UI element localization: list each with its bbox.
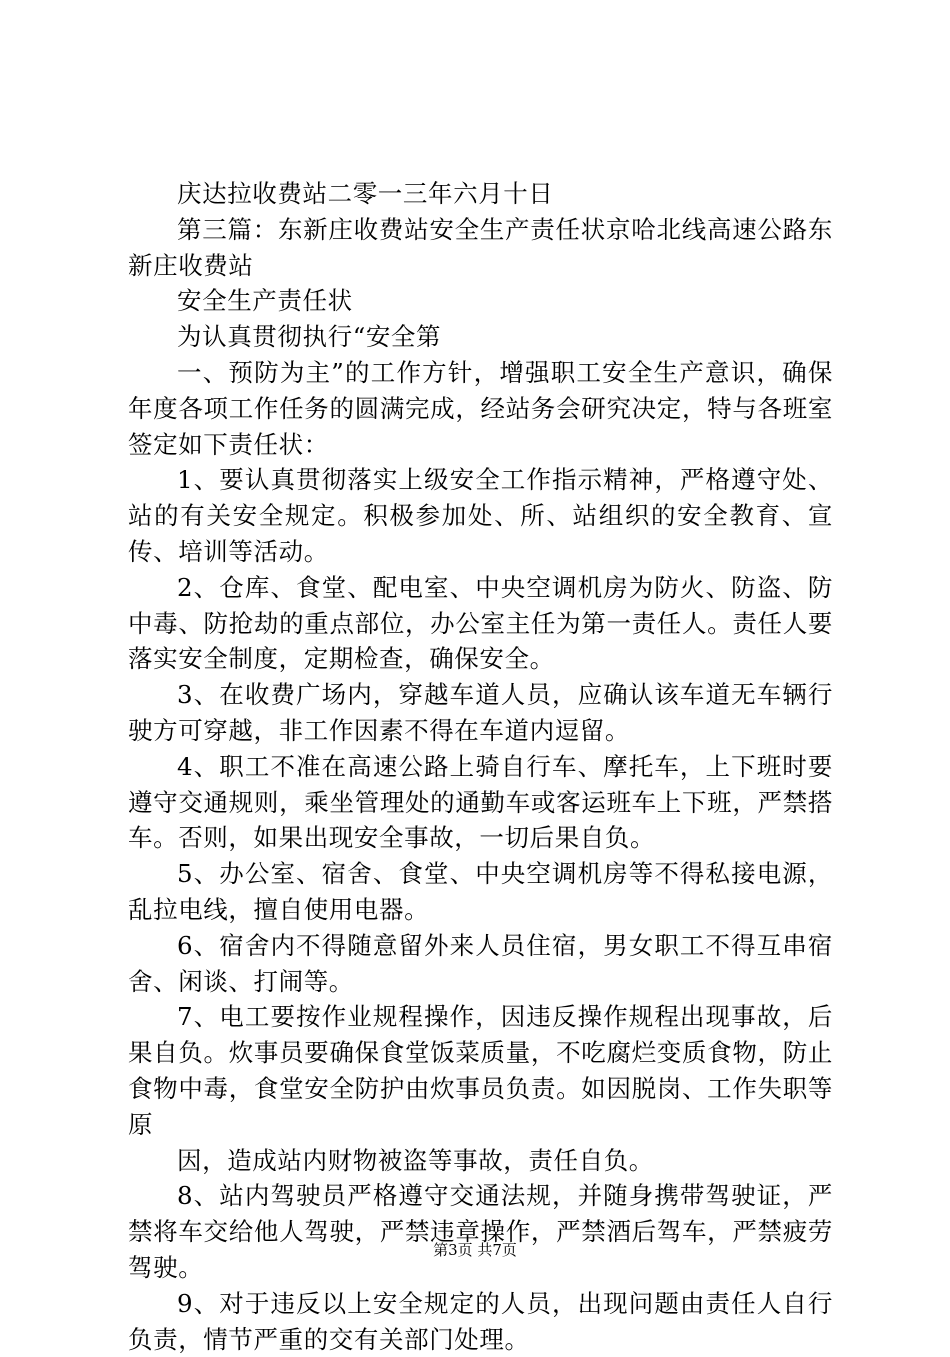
clause-5: 5、办公室、宿舍、食堂、中央空调机房等不得私接电源，乱拉电线，擅自使用电器。 [128, 859, 833, 924]
clause-6: 6、宿舍内不得随意留外来人员住宿，男女职工不得互串宿舍、闲谈、打闹等。 [128, 930, 833, 996]
clause-1: 1、要认真贯彻落实上级安全工作指示精神，严格遵守处、站的有关安全规定。积极参加处、所、站组织的安全教育、宣传、培训等活动。 [128, 465, 833, 566]
document-body [128, 176, 833, 1357]
signature-date-line: 庆达拉收费站二零一三年六月十日 [177, 179, 554, 208]
paragraph-intro: 为认真贯彻执行“安全第 [177, 322, 442, 352]
page-number-footer: 第3页 共7页 [433, 1241, 517, 1259]
document-title: 安全生产责任状 [177, 286, 353, 316]
clause-4: 4、职工不准在高速公路上骑自行车、摩托车，上下班时要遵守交通规则，乘坐管理处的通勤车或客运班车上下班，严禁搭车。否则，如果出现安全事故，一切后果自负。 [128, 751, 833, 853]
clause-3: 3、在收费广场内，穿越车道人员，应确认该车道无车辆行驶方可穿越，非工作因素不得在车道内逗留。 [128, 680, 833, 745]
clause-7: 7、电工要按作业规程操作，因违反操作规程出现事故，后果自负。炊事员要确保食堂饭菜质量，不吃腐烂变质食物，防止食物中毒，食堂安全防护由炊事员负责。如因脱岗、工作失职等原 [128, 1002, 833, 1139]
paragraph-policy: 一、预防为主”的工作方针，增强职工安全生产意识，确保年度各项工作任务的圆满完成，经站务会研究决定，特与各班室签定如下责任状： [128, 357, 833, 459]
clause-2: 2、仓库、食堂、配电室、中央空调机房为防火、防盗、防中毒、防抢劫的重点部位，办公室主任为第一责任人。责任人要落实安全制度，定期检查，确保安全。 [128, 572, 833, 674]
clause-9: 9、对于违反以上安全规定的人员，出现问题由责任人自行负责，情节严重的交有关部门处理。 [128, 1288, 833, 1354]
clause-7-continued: 因，造成站内财物被盗等事故，责任自负。 [177, 1145, 654, 1175]
clause-8: 8、站内驾驶员严格遵守交通法规，并随身携带驾驶证，严禁将车交给他人驾驶，严禁违章操作，严禁酒后驾车，严禁疲劳驾驶。 [128, 1181, 833, 1282]
section-heading: 第三篇：东新庄收费站安全生产责任状京哈北线高速公路东新庄收费站 [128, 214, 833, 280]
